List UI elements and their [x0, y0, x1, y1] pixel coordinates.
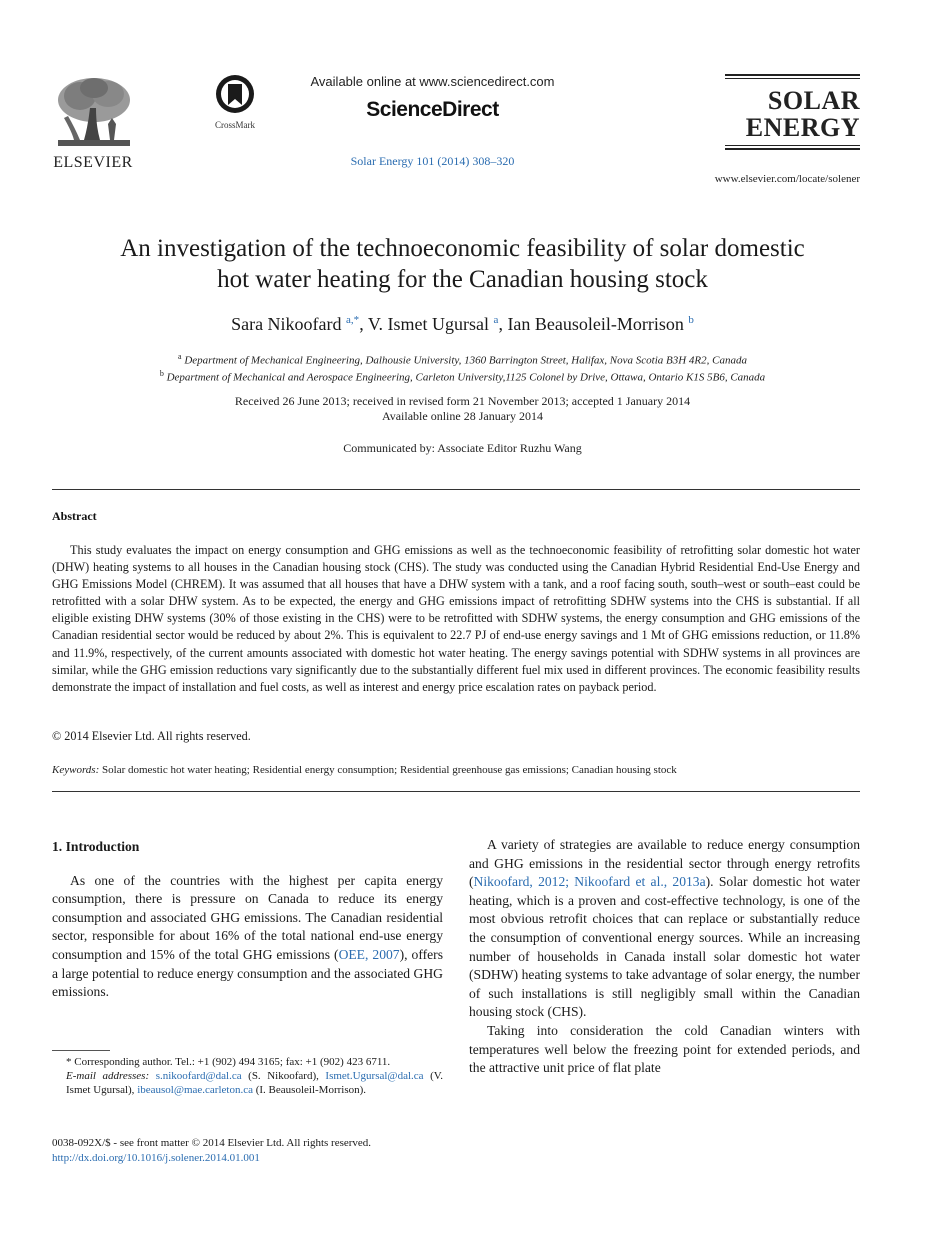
- email-owner: (V. Ismet Ugursal),: [66, 1070, 444, 1096]
- body-column-right: [469, 836, 860, 1078]
- affiliation-mark: a: [178, 352, 182, 361]
- email-label: E-mail addresses:: [66, 1070, 150, 1082]
- title-line-1: An investigation of the technoeconomic feasibility of solar domestic: [120, 235, 805, 262]
- author-affiliation-mark[interactable]: a,*: [346, 314, 360, 326]
- paragraph-text: As one of the countries with the highest per capita energy consumption, there is pressure on Canada to reduce its energy consumption and associated GHG emissions. The Canadian residential sector, responsible for about 16% of the total national end-use energy consumption and 15% of the total GHG emissions (: [52, 872, 443, 962]
- affiliation-b: [40, 369, 885, 384]
- divider: [52, 791, 860, 792]
- elsevier-tree-icon: [50, 74, 136, 152]
- author-name[interactable]: Sara Nikoofard: [231, 314, 342, 334]
- divider: [52, 489, 860, 490]
- journal-title-block: [725, 74, 860, 154]
- abstract-copyright: © 2014 Elsevier Ltd. All rights reserved.: [52, 729, 251, 743]
- citation-link[interactable]: Nikoofard, 2012; Nikoofard et al., 2013a: [473, 874, 706, 890]
- keywords-text: Solar domestic hot water heating; Residential energy consumption; Residential greenhouse gas emissions; Canadian housing stock: [102, 764, 677, 776]
- author-name[interactable]: V. Ismet Ugursal: [367, 314, 490, 334]
- author-list: [40, 314, 885, 335]
- email-link[interactable]: Ismet.Ugursal@dal.ca: [325, 1070, 424, 1082]
- email-link[interactable]: ibeausol@mae.carleton.ca: [137, 1084, 253, 1096]
- email-owner: (I. Beausoleil-Morrison).: [255, 1084, 367, 1096]
- journal-header: [0, 0, 925, 200]
- citation-link[interactable]: OEE, 2007: [338, 946, 400, 962]
- intro-paragraph-1: [52, 872, 443, 1002]
- affiliation-text: Department of Mechanical Engineering, Dalhousie University, 1360 Barrington Street, Halifax, Nova Scotia B3H 4R2, Canada: [184, 354, 747, 367]
- email-owner: (S. Nikoofard),: [248, 1070, 319, 1082]
- affiliation-text: Department of Mechanical and Aerospace Engineering, Carleton University,1125 Colonel by Drive, Ottawa, Ontario K1S 5B6, Canada: [166, 371, 766, 384]
- affiliation-mark: b: [159, 369, 164, 378]
- paragraph-text: ), offers a large potential to reduce energy consumption and the associated GHG emissions.: [52, 946, 443, 1000]
- crossmark-label: CrossMark: [215, 120, 255, 130]
- available-online-text: Available online at www.sciencedirect.com: [310, 74, 555, 89]
- journal-name: [725, 81, 860, 145]
- communicated-by: Communicated by: Associate Editor Ruzhu Wang: [343, 441, 582, 455]
- paragraph-text: ). Solar domestic hot water heating, which is a proven and cost-effective technology, is one of the most obvious retrofit choices that can replace or substantially reduce the consumption of conventional energy sources. While an increasing number of households in Canada install solar domestic hot water (SDHW) heating systems to take advantage of solar energy, the number of such installations is still negligibly small within the Canadian housing stock (CHS).: [469, 874, 860, 1020]
- corresponding-author-note: * Corresponding author. Tel.: +1 (902) 494 3165; fax: +1 (902) 423 6711.: [66, 1056, 391, 1068]
- journal-name-line1: SOLAR: [767, 86, 860, 115]
- issn-line: 0038-092X/$ - see front matter © 2014 Elsevier Ltd. All rights reserved.: [52, 1137, 372, 1149]
- issn-block: [52, 1136, 443, 1166]
- section-heading-introduction: 1. Introduction: [52, 839, 140, 854]
- abstract-text: This study evaluates the impact on energy consumption and GHG emissions as well as the technoeconomic feasibility of retrofitting solar domestic hot water (DHW) heating systems to all houses in the Canadian housing stock (CHS). The study was conducted using the Canadian Hybrid Residential End-Use Energy and GHG Emissions Model (CHREM). It was assumed that all houses that have a DHW system with a tank, and a roof facing south, south–west or south–east could be retrofitted with a solar DHW system. As to be expected, the energy and GHG emissions impact of retrofitting SDHW systems into the CHS is substantial. If all eligible existing DHW systems (30% of those existing in the CHS) were to be retrofitted with SDHW systems, the energy consumption and GHG emissions of the Canadian residential sector would be reduced by about 2%. This is equivalent to 22.7 PJ of end-use energy savings and 1 Mt of GHG emissions reduction, or 11.8% and 11.9%, respectively, of the current amounts associated with domestic hot water heating. The energy savings potential with SDHW systems in all provinces are similar, while the GHG emission reductions vary significantly due to the substantially different fuel mix used in different provinces. The economic feasibility results demonstrate the impact of installation and fuel costs, as well as interest and energy price escalation rates on payback period.: [52, 543, 860, 694]
- author-affiliation-mark[interactable]: b: [688, 314, 694, 326]
- publisher-name: ELSEVIER: [53, 154, 133, 171]
- paragraph-text: A variety of strategies are available to reduce energy consumption and GHG emissions in the residential sector through energy retrofits (: [469, 837, 860, 890]
- available-online-date: Available online 28 January 2014: [381, 409, 544, 423]
- email-addresses: [52, 1069, 443, 1097]
- intro-paragraph-2: [469, 836, 860, 1022]
- title-line-2: hot water heating for the Canadian housing stock: [217, 266, 708, 293]
- abstract-heading: Abstract: [52, 509, 97, 523]
- elsevier-tree-logo[interactable]: [50, 74, 136, 174]
- received-dates: Received 26 June 2013; received in revised form 21 November 2013; accepted 1 January 2014: [234, 394, 691, 408]
- crossmark-icon: [215, 74, 255, 114]
- article-history: [40, 394, 885, 424]
- crossmark-badge[interactable]: [208, 74, 262, 130]
- body-column-left: [52, 838, 443, 1002]
- author-affiliation-mark[interactable]: a: [493, 314, 499, 326]
- author-separator: ,: [498, 314, 508, 334]
- journal-url-link[interactable]: www.elsevier.com/locate/solener: [714, 173, 860, 185]
- article-title: [40, 233, 885, 295]
- sciencedirect-logo[interactable]: ScienceDirect: [366, 98, 499, 121]
- author-separator: ,: [359, 314, 368, 334]
- journal-reference-link[interactable]: Solar Energy 101 (2014) 308–320: [350, 154, 515, 168]
- keywords: [52, 764, 860, 776]
- affiliation-a: [40, 352, 885, 367]
- footnote: [52, 1055, 443, 1097]
- abstract-body: [52, 542, 860, 696]
- doi-link[interactable]: http://dx.doi.org/10.1016/j.solener.2014.01.001: [52, 1152, 260, 1164]
- author-name[interactable]: Ian Beausoleil-Morrison: [507, 314, 684, 334]
- keywords-label: Keywords:: [52, 764, 100, 776]
- journal-name-line2: ENERGY: [745, 113, 860, 142]
- email-link[interactable]: s.nikoofard@dal.ca: [155, 1070, 242, 1082]
- footnote-divider: [52, 1050, 110, 1051]
- intro-paragraph-3: Taking into consideration the cold Canadian winters with temperatures well below the freezing point for extended periods, and the attractive unit price of flat plate: [469, 1022, 860, 1076]
